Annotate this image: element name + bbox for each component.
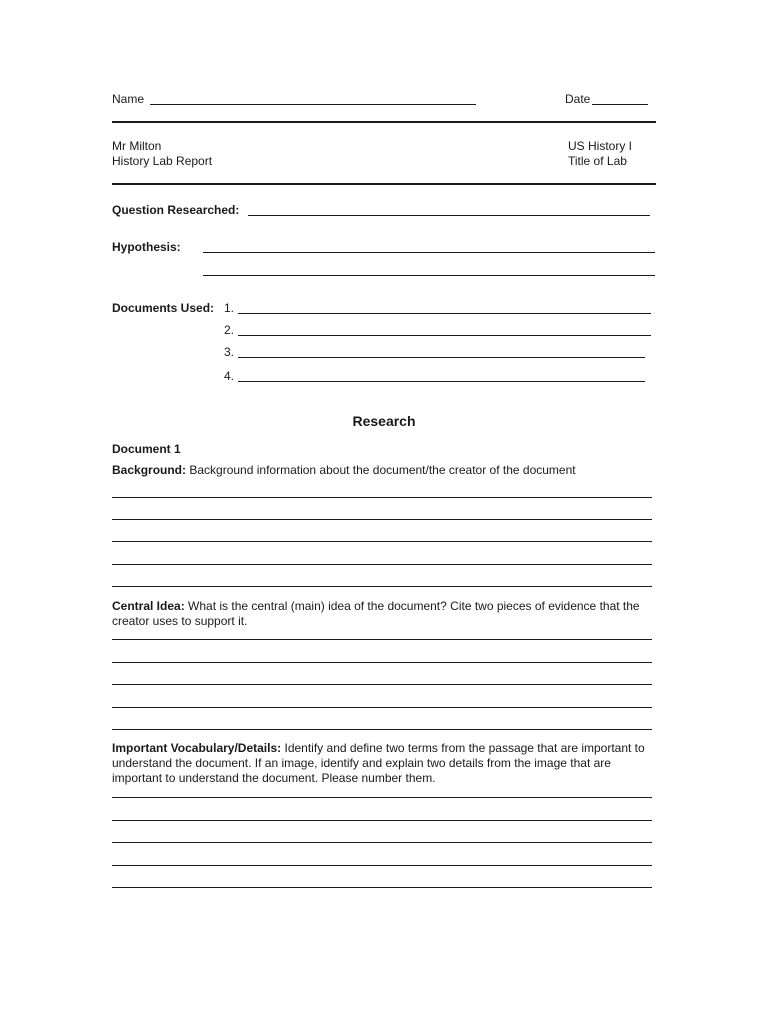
answer-line[interactable] [112, 639, 652, 640]
header-rule-top [112, 121, 656, 123]
answer-line[interactable] [112, 797, 652, 798]
document-number: 3. [224, 345, 235, 359]
document-field-2[interactable] [238, 335, 651, 336]
answer-line[interactable] [112, 541, 652, 542]
answer-line[interactable] [112, 497, 652, 498]
document-number: 4. [224, 369, 235, 383]
document-field-1[interactable] [238, 313, 651, 314]
answer-line[interactable] [112, 887, 652, 888]
name-field[interactable] [150, 104, 476, 105]
vocabulary-text: Identify and define two terms from the passage that are important to understand the document. If an image, identify and explain two details from the image that are important to understand the document. Please number them. [112, 741, 645, 785]
central-idea-prompt [112, 599, 657, 629]
hypothesis-line-1[interactable] [203, 252, 655, 253]
document-field-3[interactable] [238, 357, 645, 358]
document-field-4[interactable] [238, 381, 645, 382]
background-prompt [112, 463, 657, 478]
question-label: Question Researched: [112, 203, 240, 217]
document-heading: Document 1 [112, 442, 181, 456]
central-idea-text: What is the central (main) idea of the document? Cite two pieces of evidence that the creator uses to support it. [112, 599, 640, 628]
answer-line[interactable] [112, 519, 652, 520]
answer-line[interactable] [112, 820, 652, 821]
background-text: Background information about the document/the creator of the document [186, 463, 576, 477]
report-title: History Lab Report [112, 154, 213, 168]
hypothesis-line-2[interactable] [203, 275, 655, 276]
research-title: Research [352, 413, 416, 429]
lab-title: Title of Lab [568, 154, 627, 168]
date-label: Date [565, 92, 591, 106]
document-number: 1. [224, 301, 235, 315]
hypothesis-label: Hypothesis: [112, 240, 181, 254]
answer-line[interactable] [112, 729, 652, 730]
vocabulary-label: Important Vocabulary/Details: [112, 741, 282, 755]
header-rule-bottom [112, 183, 656, 185]
name-label: Name [112, 92, 145, 106]
date-field[interactable] [592, 104, 648, 105]
question-field[interactable] [248, 215, 650, 216]
teacher-name: Mr Milton [112, 139, 162, 153]
answer-line[interactable] [112, 586, 652, 587]
answer-line[interactable] [112, 842, 652, 843]
documents-used-label: Documents Used: [112, 301, 215, 315]
answer-line[interactable] [112, 564, 652, 565]
background-label: Background: [112, 463, 187, 477]
vocabulary-prompt [112, 741, 657, 786]
course-name: US History I [568, 139, 633, 153]
answer-line[interactable] [112, 662, 652, 663]
answer-line[interactable] [112, 707, 652, 708]
central-idea-label: Central Idea: [112, 599, 185, 613]
answer-line[interactable] [112, 865, 652, 866]
document-number: 2. [224, 323, 235, 337]
answer-line[interactable] [112, 684, 652, 685]
